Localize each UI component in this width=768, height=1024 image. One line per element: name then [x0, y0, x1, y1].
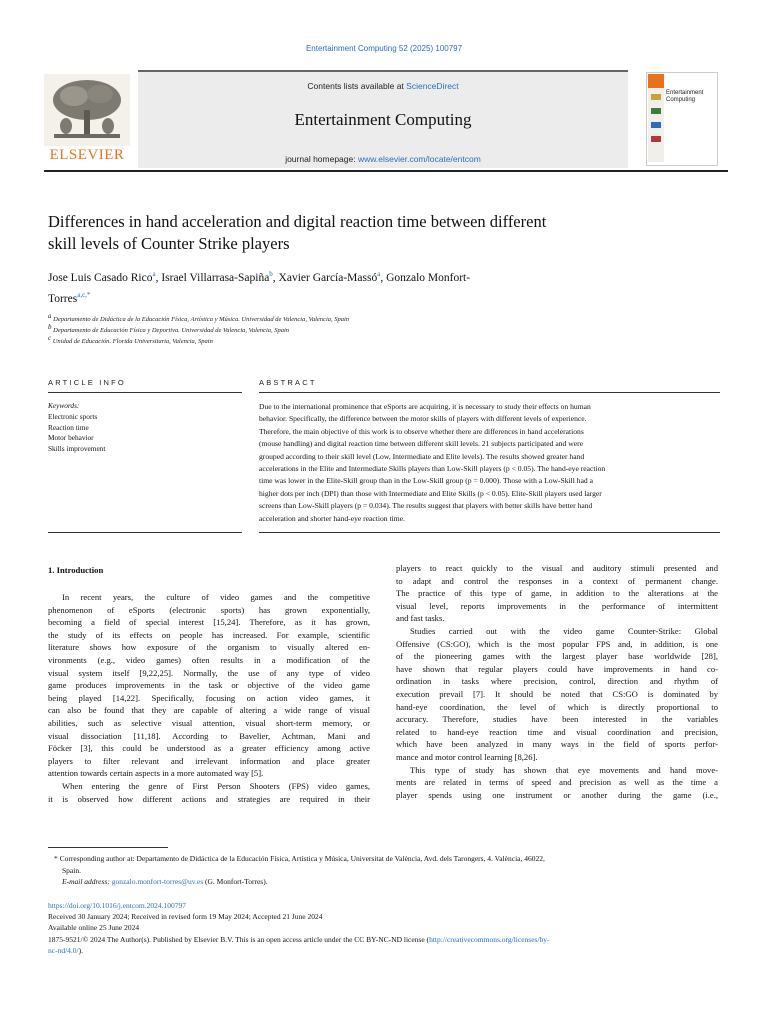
- author-affiliation-mark[interactable]: a,c,*: [77, 290, 91, 299]
- affiliation: [48, 323, 289, 334]
- affiliation-text: Departamento de Didáctica de la Educación Física, Artística y Música. Universidad de Valencia, Valencia, Spain: [53, 316, 350, 324]
- body-line: visual system itself [9,22,25]. Normally, the use of any type of video: [48, 667, 370, 678]
- author-affiliation-mark[interactable]: b: [269, 270, 273, 278]
- abstract-line: time was lower in the Elite-Skill group than in the Low-Skill group (p = 0.000). Those with a Low-Skill had a: [259, 476, 593, 486]
- author[interactable]: Xavier García-Massó: [278, 271, 378, 284]
- cover-stripe-icon: [648, 74, 664, 162]
- abstract-bottom-rule: [259, 532, 720, 533]
- email-label: E-mail address:: [62, 877, 112, 887]
- abstract-line: accelerations in the Elite and Intermediate Skills players than Low-Skill players (p < 0.05). The hand-eye reaction: [259, 464, 606, 474]
- body-line: it is observed how different actions and strategies are required in their: [48, 793, 370, 804]
- body-line: phenomenon of eSports (electronic sports) has grown exponentially,: [48, 604, 370, 615]
- corresponding-author-note: * Corresponding author at: Departamento de Didáctica de la Educación Física, Artística y Música, Universitat de València, Avd. dels Tarongers, 4. València, 46022,: [54, 854, 545, 863]
- article-info-rule: [48, 392, 242, 393]
- body-line: related to hand-eye reaction time and visual coordination and precision,: [396, 726, 718, 737]
- body-line: execution prevail [7]. It should be noted that CS:GO is dominated by: [396, 688, 718, 699]
- body-line: players to react quickly to the visual and auditory stimuli presented and: [396, 563, 718, 573]
- license-link[interactable]: http://creativecommons.org/licenses/by-: [429, 934, 550, 944]
- body-line: mance and motor control learning [8,26].: [396, 751, 538, 762]
- keyword: Electronic sports: [48, 411, 98, 421]
- abstract-line: (mouse handling) and digital reaction time between different skill levels. 21 subjects participated and were: [259, 439, 583, 449]
- contents-prefix: Contents lists available at: [307, 81, 407, 91]
- footnotes: [48, 853, 720, 888]
- keywords-bottom-rule: [48, 532, 242, 533]
- abstract-line: acceleration and shorter hand-eye reaction time.: [259, 513, 405, 523]
- body-line: ordination in tasks where precision, control, direction and rhythm of: [396, 676, 718, 687]
- publisher-name: ELSEVIER: [49, 147, 125, 163]
- journal-banner: [138, 70, 628, 168]
- section-heading-introduction: 1. Introduction: [48, 565, 104, 575]
- affiliation: [48, 312, 349, 323]
- body-line: visual level, reports improvements in the performance of intermittent: [396, 600, 718, 611]
- footnote-rule: [48, 847, 168, 848]
- body-line: ments are related in terms of speed and precision as well as the time a: [396, 777, 718, 788]
- author-separator: ,: [272, 271, 279, 284]
- affiliation-mark: c: [48, 334, 52, 342]
- email-line: [48, 876, 720, 888]
- body-line: which have been analyzed in many ways in the field of sports perfor-: [396, 739, 718, 750]
- author-separator: ,: [155, 271, 162, 284]
- abstract-line: screens than Low-Skill players (p = 0.034). The results suggest that players with better skills have better hand: [259, 501, 593, 511]
- homepage-link[interactable]: www.elsevier.com/locate/entcom: [357, 154, 481, 164]
- license-suffix: ).: [78, 945, 83, 955]
- journal-cover[interactable]: [644, 70, 728, 166]
- keywords-block: [48, 401, 238, 455]
- email-suffix: (G. Monfort-Torres).: [203, 877, 268, 887]
- body-line: and fast tasks.: [396, 613, 445, 624]
- abstract-line: Due to the international prominence that eSports are acquiring, it is necessary to study their effects on human: [259, 402, 591, 411]
- body-line: being played [14,22]. Specifically, focusing on action video games, it: [48, 692, 370, 703]
- license-link-cont[interactable]: nc-nd/4.0/: [48, 945, 79, 955]
- author-separator: ,: [380, 271, 387, 284]
- keyword: Reaction time: [48, 422, 89, 432]
- tree-icon: [44, 74, 130, 146]
- abstract-line: behavior. Specifically, the difference between the motor skills of players with different levels of experience.: [259, 414, 587, 424]
- affiliation-text: Unidad de Educación. Florida Universitaria, Valencia, Spain: [52, 338, 213, 346]
- body-line: vironments (e.g., video games) often results in a modification of the: [48, 654, 370, 665]
- body-line: game produces improvements in the task or objective of the video game: [48, 680, 370, 691]
- body-line: This type of study has shown that eye movements and hand move-: [410, 764, 718, 775]
- body-line: player spends using one instrument or another during the game (i.e.,: [396, 789, 718, 800]
- body-line: The practice of this type of game, in addition to the alterations at the: [396, 588, 718, 599]
- body-line: the study of its effects on people has increased. For example, scientific: [48, 629, 370, 640]
- body-column-left: [48, 591, 370, 805]
- body-line: accuracy. Therefore, studies have been interested in the variables: [396, 714, 718, 725]
- cover-title-line-1: Entertainment: [666, 90, 704, 96]
- available-online: Available online 25 June 2024: [48, 923, 140, 933]
- abstract-line: higher dots per inch (DPI) than those with Intermediate and Elite Skills (p < 0.05). Elite-Skill players used larger: [259, 488, 602, 498]
- body-line: In recent years, the culture of video games and the competitive: [62, 592, 370, 602]
- body-line: Studies carried out with the video game Counter-Strike: Global: [410, 625, 718, 636]
- email-link[interactable]: gonzalo.monfort-torres@uv.es: [111, 877, 204, 887]
- body-line: to adapt and control the responses in a context of permanent change.: [396, 575, 718, 586]
- author[interactable]: Gonzalo Monfort-: [386, 271, 471, 284]
- header-divider: [44, 170, 728, 172]
- body-line: visual dissociation [11,18]. According to Bavelier, Achtman, Mani and: [48, 730, 370, 741]
- body-line: literature shows how exposure of the organism to visually altered en-: [48, 642, 370, 653]
- homepage-line: [138, 154, 628, 164]
- elsevier-logo: [44, 74, 130, 166]
- affiliation-text: Departamento de Educación Física y Deportiva. Universidad de Valencia, Valencia, Spain: [53, 327, 290, 335]
- article-info-heading: ARTICLE INFO: [48, 378, 126, 387]
- abstract-line: Therefore, the main objective of this work is to observe whether there are differences in hand accelerations: [259, 426, 584, 436]
- body-line: abilities, such as selective visual attention, visual short-term memory, or: [48, 717, 370, 728]
- author-affiliation-mark[interactable]: a: [152, 270, 156, 278]
- body-line: Föcker [3], this could be understood as a greater efficiency among active: [48, 743, 370, 754]
- homepage-prefix: journal homepage:: [285, 154, 358, 164]
- publication-info: [48, 900, 720, 956]
- cover-title-line-2: Computing: [666, 97, 696, 103]
- cover-title: [666, 90, 714, 104]
- body-line: Offensive (CS:GO), which is the most popular FPS and, in addition, is one: [396, 638, 718, 649]
- article-title: [48, 211, 668, 255]
- sciencedirect-link[interactable]: ScienceDirect: [406, 81, 459, 91]
- body-line: hand-eye coordination, the level of which is directly proportional to: [396, 701, 718, 712]
- body-line: players to filter relevant and irrelevant information and place greater: [48, 755, 370, 766]
- journal-citation[interactable]: Entertainment Computing 52 (2025) 100797: [305, 44, 463, 53]
- keywords-label: Keywords:: [48, 401, 80, 410]
- abstract-heading: ABSTRACT: [259, 378, 317, 387]
- received-dates: Received 30 January 2024; Received in revised form 19 May 2024; Accepted 21 June 2024: [48, 912, 323, 922]
- license-text: 1875-9521/© 2024 The Author(s). Published by Elsevier B.V. This is an open access article under the CC BY-NC-ND license (: [48, 934, 430, 944]
- affiliation-mark: a: [48, 312, 52, 320]
- keyword: Motor behavior: [48, 433, 94, 443]
- journal-header: [44, 70, 728, 166]
- author[interactable]: Torres: [48, 292, 78, 305]
- corresponding-author-note-cont: Spain.: [62, 865, 81, 875]
- title-line-1: Differences in hand acceleration and digital reaction time between different: [48, 212, 547, 231]
- doi-link[interactable]: https://doi.org/10.1016/j.entcom.2024.100797: [48, 901, 186, 910]
- body-line: can also be found that they are capable of altering a wide range of visual: [48, 705, 370, 716]
- body-line: When entering the genre of First Person Shooters (FPS) video games,: [62, 780, 370, 791]
- body-line: attention towards certain aspects in a more automated way [5].: [48, 768, 264, 779]
- affiliation: [48, 334, 213, 345]
- author-affiliation-mark[interactable]: a: [377, 270, 381, 278]
- abstract-text: [259, 401, 720, 525]
- title-line-2: skill levels of Counter Strike players: [48, 234, 290, 253]
- author[interactable]: Israel Villarrasa-Sapiña: [161, 271, 270, 284]
- body-line: becoming a field of special interest [15,24]. Therefore, as it has grown,: [48, 617, 370, 628]
- body-line: of the pioneering games with the largest player base worldwide [28],: [396, 651, 718, 662]
- author-list: [48, 266, 698, 308]
- affiliation-mark: b: [48, 323, 52, 331]
- journal-title: Entertainment Computing: [294, 110, 472, 129]
- abstract-line: grouped according to their skill level (Low, Intermediate and Elite levels). The results showed greater hand: [259, 451, 585, 461]
- body-column-right: [396, 562, 718, 801]
- keyword: Skills improvement: [48, 444, 106, 454]
- abstract-rule: [259, 392, 720, 393]
- license-line: [48, 934, 720, 956]
- contents-line: [138, 81, 628, 91]
- author[interactable]: Jose Luis Casado Rico: [48, 271, 153, 284]
- body-line: have shown that regular players could have improvements in hand co-: [396, 663, 718, 674]
